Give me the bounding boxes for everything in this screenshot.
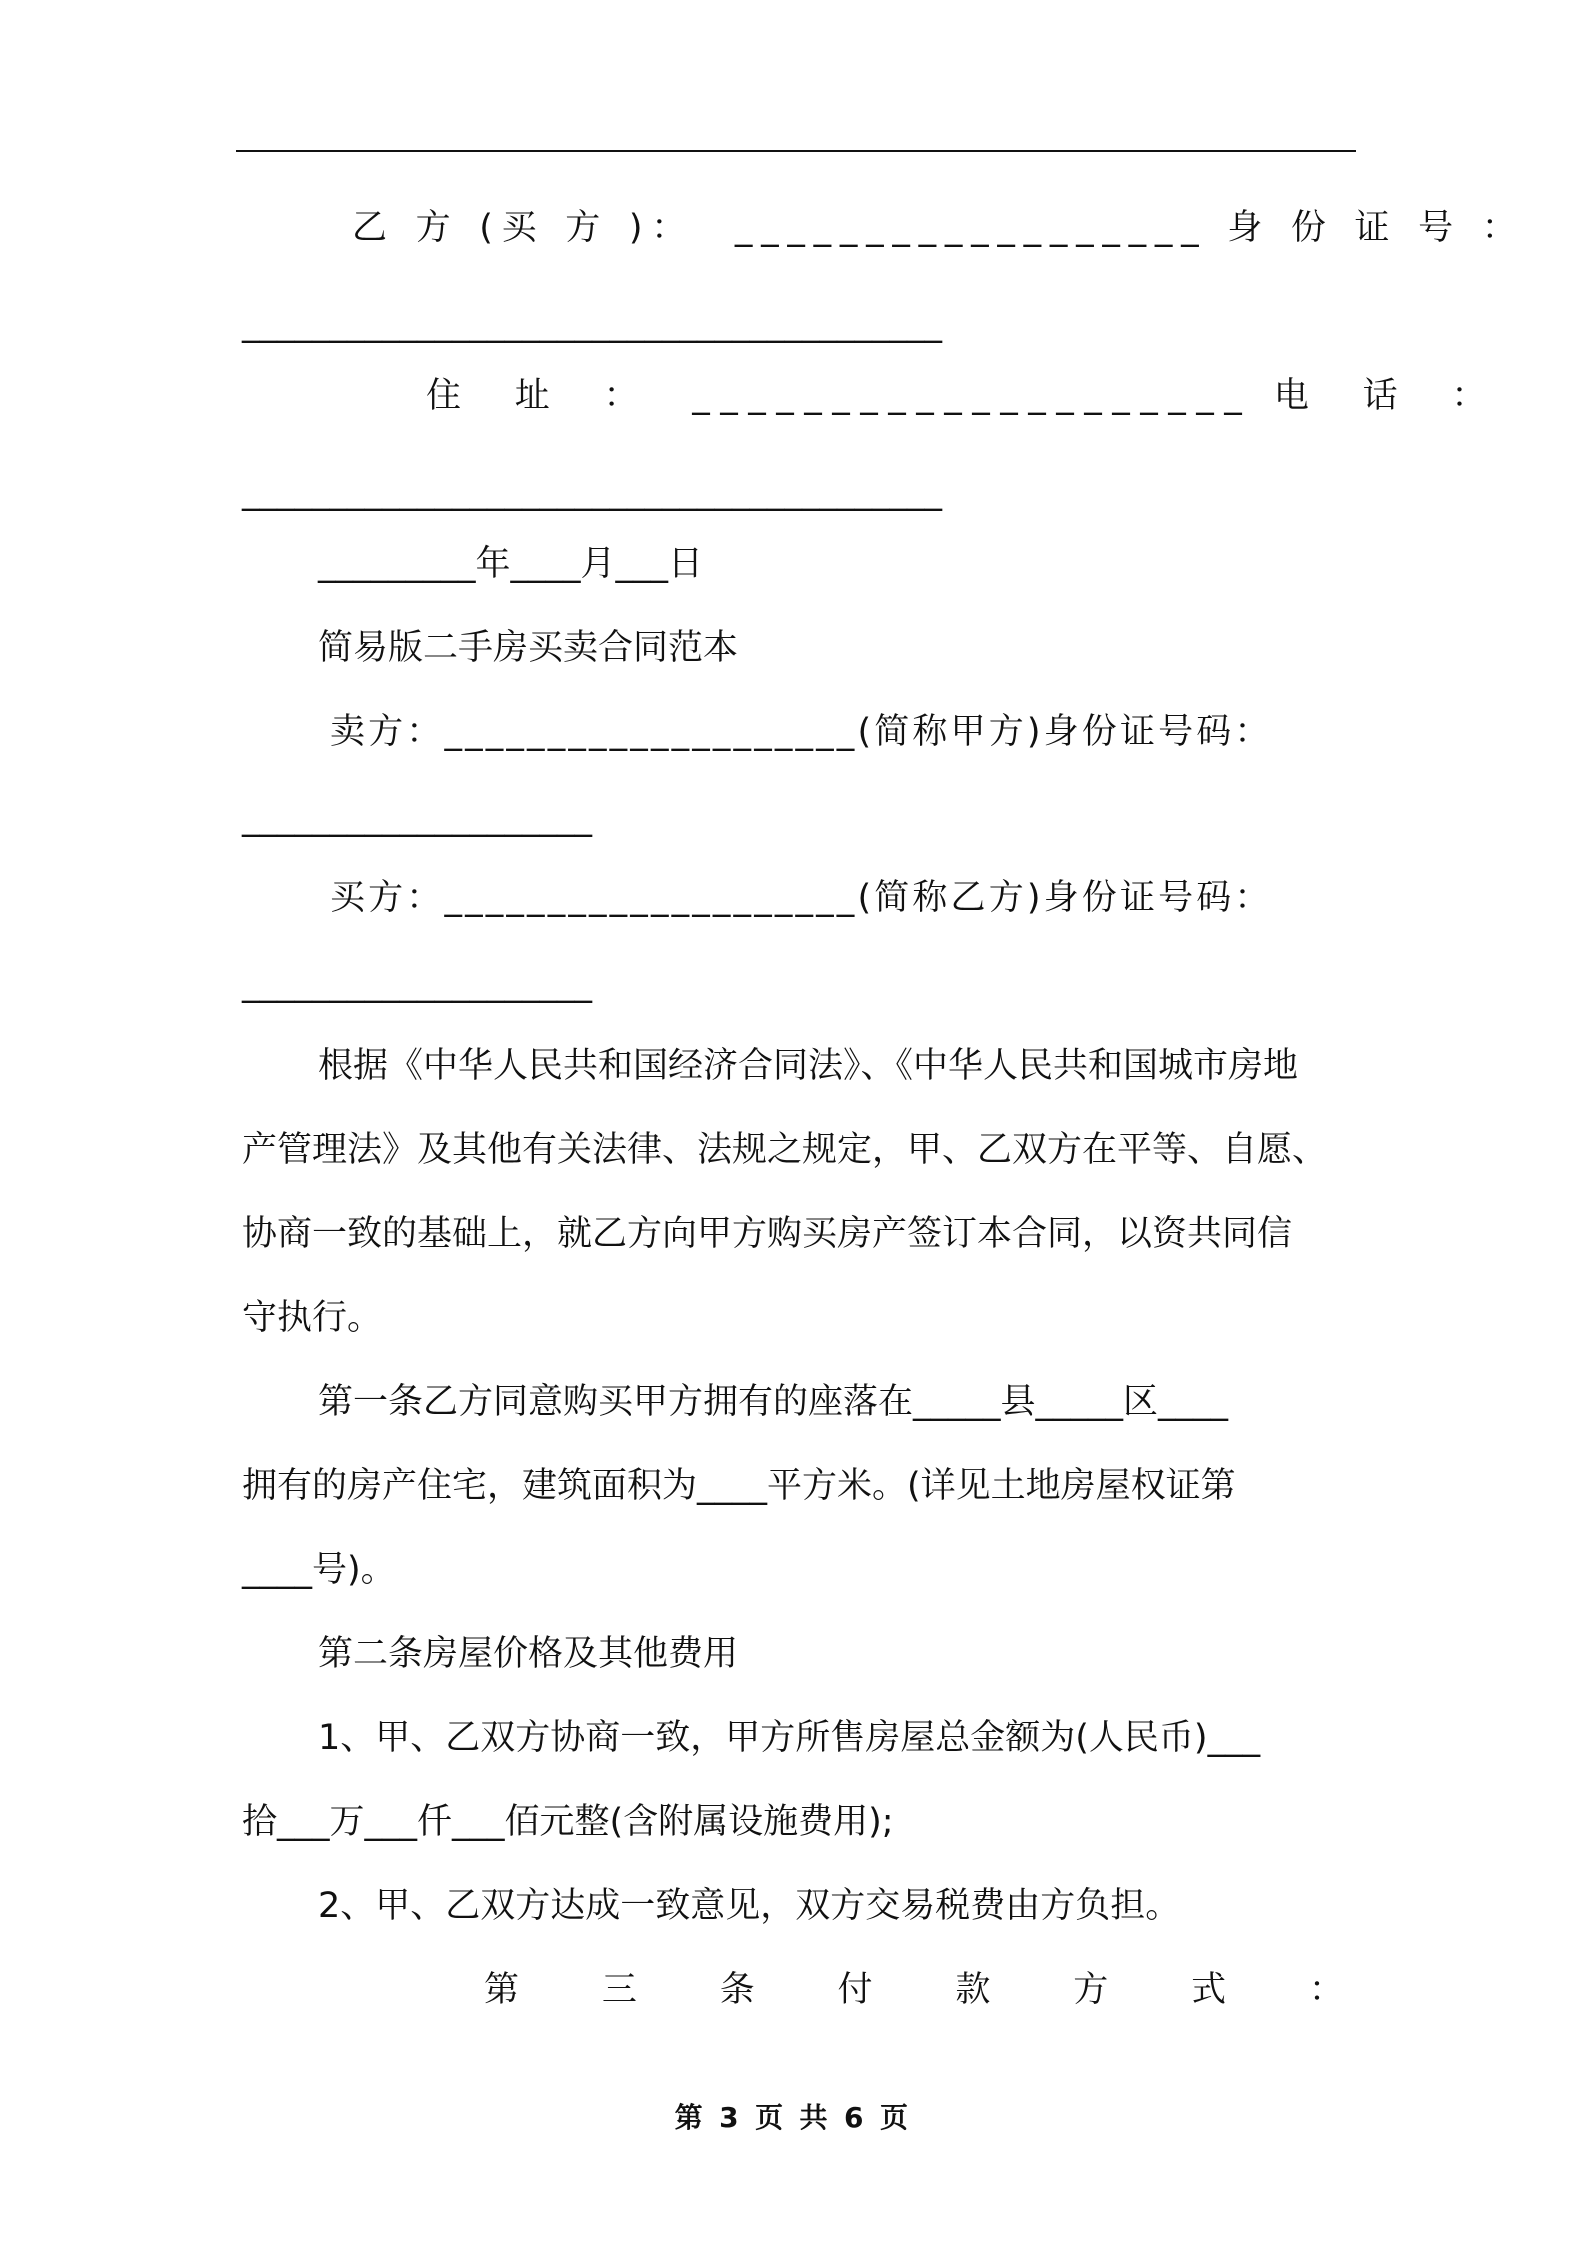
seller-id-blank: ____________________	[242, 798, 592, 838]
buyer-line: 买方：____________________(简称乙方)身份证号码：	[330, 878, 1273, 918]
buyer-id-blank: ____________________	[242, 964, 592, 1004]
buyer-id-blank-line: ________________________________________	[242, 304, 942, 344]
article-3-title	[484, 1966, 1344, 2014]
preamble-line-2: 产管理法》及其他有关法律、法规之规定，甲、乙双方在平等、自愿、	[242, 1130, 1328, 1170]
article-3-char: ：	[1308, 1970, 1344, 2010]
article-2-item-1-line-1: 1、甲、乙双方协商一致，甲方所售房屋总金额为(人民币)___	[318, 1718, 1261, 1758]
buyer-address-blank-line: ________________________________________	[242, 472, 942, 512]
article-3-char: 款	[955, 1970, 991, 2010]
preamble-line-4: 守执行。	[242, 1298, 383, 1338]
article-3-char: 三	[601, 1970, 637, 2010]
preamble-line-3: 协商一致的基础上，就乙方向甲方购买房产签订本合同，以资共同信	[242, 1214, 1293, 1254]
article-3-char: 式	[1191, 1970, 1227, 2010]
buyer-address-line: 住 址 ： ____________________ 电 话 ：	[426, 376, 1497, 416]
article-3-char: 方	[1073, 1970, 1109, 2010]
page-footer: 第 3 页 共 6 页	[674, 2101, 912, 2134]
article-3-char: 条	[719, 1970, 755, 2010]
article-2-item-2: 2、甲、乙双方达成一致意见，双方交易税费由方负担。	[318, 1886, 1181, 1926]
buyer-id-line: 乙 方 (买 方 )： __________________ 身 份 证 号 ：	[352, 208, 1526, 248]
section-title: 简易版二手房买卖合同范本	[318, 628, 739, 668]
article-1-line-3: ____号)。	[242, 1550, 396, 1590]
date-line: _________年____月___日	[318, 544, 704, 584]
article-1-line-1: 第一条乙方同意购买甲方拥有的座落在_____县_____区____	[318, 1382, 1229, 1422]
article-3-char: 付	[837, 1970, 873, 2010]
article-2-title: 第二条房屋价格及其他费用	[318, 1634, 739, 1674]
article-1-line-2: 拥有的房产住宅，建筑面积为____平方米。(详见土地房屋权证第	[242, 1466, 1236, 1506]
article-3-char: 第	[484, 1970, 520, 2010]
article-2-item-1-line-2: 拾___万___仟___佰元整(含附属设施费用);	[242, 1802, 894, 1842]
seller-line: 卖方：____________________(简称甲方)身份证号码：	[330, 712, 1273, 752]
header-rule	[236, 150, 1356, 152]
preamble-line-1: 根据《中华人民共和国经济合同法》、《中华人民共和国城市房地	[318, 1046, 1299, 1086]
